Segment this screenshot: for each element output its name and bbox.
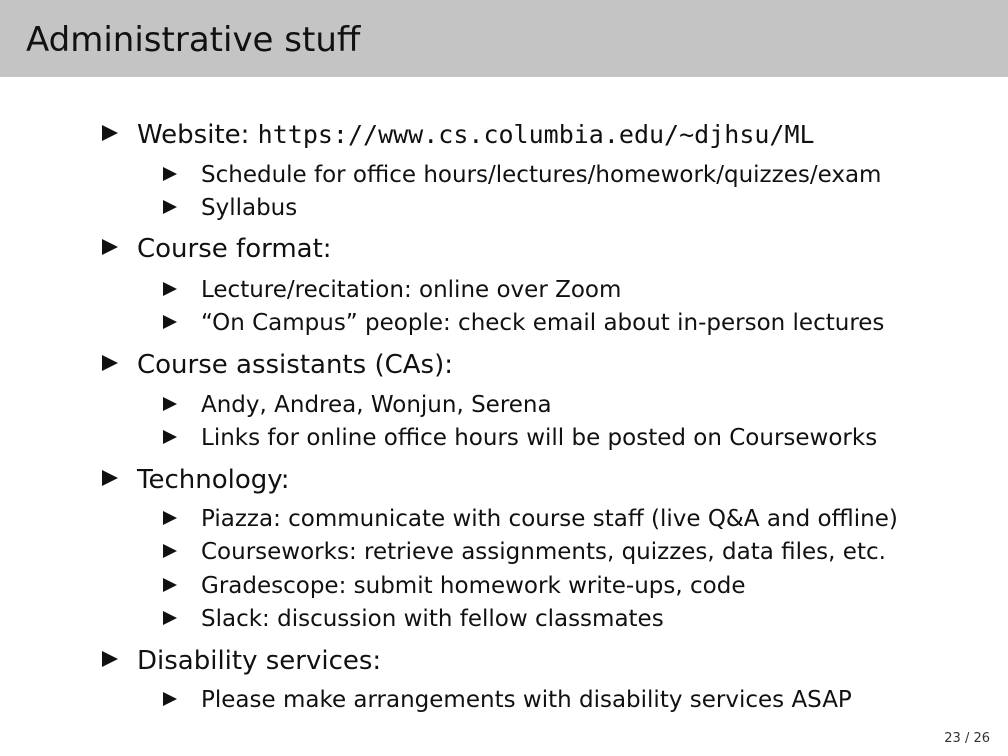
bullet-triangle-icon <box>163 692 177 706</box>
bullet-triangle-icon <box>163 167 177 181</box>
bullet-triangle-icon <box>163 200 177 214</box>
list-item-text: Slack: discussion with fellow classmates <box>201 606 664 632</box>
bullet-course-assistants <box>102 349 453 381</box>
section-label: Course assistants (CAs): <box>137 350 453 380</box>
list-item <box>163 572 745 600</box>
list-item-text: Schedule for office hours/lectures/homework/quizzes/exam <box>201 162 882 188</box>
list-item-text: Please make arrangements with disability services ASAP <box>201 687 852 713</box>
bullet-triangle-icon <box>102 355 118 371</box>
list-item <box>163 276 621 304</box>
list-item <box>163 686 852 714</box>
list-item <box>163 538 886 566</box>
list-item <box>163 605 664 633</box>
bullet-triangle-icon <box>163 544 177 558</box>
bullet-technology <box>102 464 290 496</box>
bullet-disability-services <box>102 645 381 677</box>
list-item-text: Piazza: communicate with course staff (live Q&A and offline) <box>201 506 898 532</box>
bullet-triangle-icon <box>102 651 118 667</box>
section-label: Technology: <box>137 465 290 495</box>
section-label: Disability services: <box>137 646 382 676</box>
bullet-triangle-icon <box>163 430 177 444</box>
list-item <box>163 194 297 222</box>
bullet-website <box>102 119 815 151</box>
list-item-text: Links for online office hours will be posted on Courseworks <box>201 425 878 451</box>
bullet-triangle-icon <box>163 578 177 592</box>
list-item <box>163 505 898 533</box>
list-item <box>163 391 552 419</box>
bullet-triangle-icon <box>163 611 177 625</box>
page-number: 23 / 26 <box>944 731 990 746</box>
bullet-triangle-icon <box>102 470 118 486</box>
website-label: Website: <box>137 120 250 150</box>
bullet-triangle-icon <box>163 397 177 411</box>
list-item-text: Lecture/recitation: online over Zoom <box>201 277 622 303</box>
bullet-course-format <box>102 233 332 265</box>
bullet-triangle-icon <box>163 315 177 329</box>
slide-title: Administrative stuff <box>26 20 361 60</box>
list-item <box>163 424 877 452</box>
list-item-text: Courseworks: retrieve assignments, quizzes, data files, etc. <box>201 539 886 565</box>
list-item-text: Syllabus <box>201 195 298 221</box>
section-label: Course format: <box>137 234 332 264</box>
bullet-triangle-icon <box>102 239 118 255</box>
list-item <box>163 161 881 189</box>
bullet-triangle-icon <box>102 125 118 141</box>
list-item <box>163 309 884 337</box>
website-link[interactable]: https://www.cs.columbia.edu/~djhsu/ML <box>257 120 815 149</box>
bullet-triangle-icon <box>163 511 177 525</box>
list-item-text: “On Campus” people: check email about in-person lectures <box>201 310 885 336</box>
list-item-text: Gradescope: submit homework write-ups, code <box>201 573 746 599</box>
list-item-text: Andy, Andrea, Wonjun, Serena <box>201 392 552 418</box>
bullet-triangle-icon <box>163 282 177 296</box>
